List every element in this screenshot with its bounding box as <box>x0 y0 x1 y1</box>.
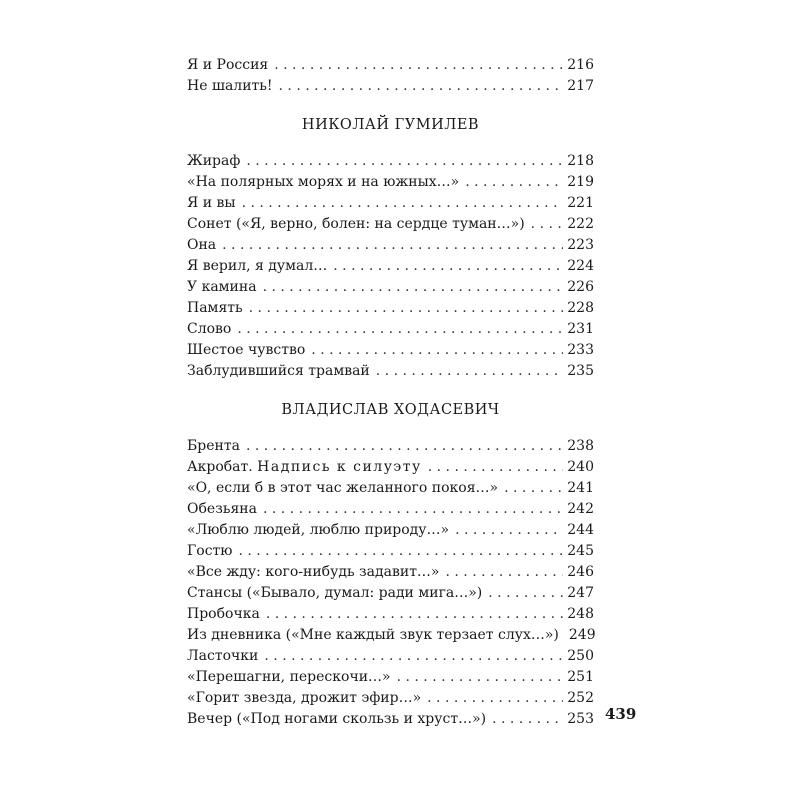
toc-entry <box>187 298 594 319</box>
toc-entry <box>187 541 594 562</box>
toc-entry <box>187 340 594 361</box>
toc-entry-page: 226 <box>567 279 594 295</box>
dot-leader <box>504 478 563 499</box>
toc-entry-page: 246 <box>567 564 594 580</box>
toc-entry <box>187 457 594 478</box>
toc-entry <box>187 562 594 583</box>
toc-entry <box>187 319 594 340</box>
dot-leader <box>263 499 563 520</box>
dot-leader <box>333 256 563 277</box>
toc-entry <box>187 688 594 709</box>
toc-entry-title: «Все жду: кого-нибудь задавит…» <box>187 564 440 580</box>
toc-entry-title: Я и Россия <box>187 57 269 73</box>
toc-section-1 <box>187 55 594 97</box>
toc-entry-title: Не шалить! <box>187 78 273 94</box>
toc-entry <box>187 277 594 298</box>
dot-leader <box>249 298 564 319</box>
toc-entry <box>187 520 594 541</box>
toc-entry-page: 251 <box>567 669 594 685</box>
toc-section-2 <box>187 151 594 382</box>
toc-entry-title: Брента <box>187 438 240 454</box>
dot-leader <box>279 76 564 97</box>
page-number: 439 <box>605 705 637 723</box>
toc-entry-title: «На полярных морях и на южных…» <box>187 174 460 190</box>
toc-entry-title-main: Акробат. <box>187 459 253 475</box>
toc-entry-title <box>187 457 422 478</box>
toc-entry <box>187 172 594 193</box>
toc-entry-page: 250 <box>567 648 594 664</box>
dot-leader <box>238 541 563 562</box>
toc-entry-page: 233 <box>567 342 594 358</box>
dot-leader <box>311 340 563 361</box>
toc-entry-title: «Горит звезда, дрожит эфир…» <box>187 690 422 706</box>
dot-leader <box>264 646 563 667</box>
toc-entry-page: 221 <box>567 195 594 211</box>
toc-entry-title: Пробочка <box>187 606 260 622</box>
toc-entry-page: 238 <box>567 438 594 454</box>
toc-entry <box>187 478 594 499</box>
toc-entry <box>187 667 594 688</box>
dot-leader <box>266 604 563 625</box>
toc-entry <box>187 235 594 256</box>
dot-leader <box>242 193 564 214</box>
toc-section-3 <box>187 436 594 730</box>
toc-entry-page: 252 <box>567 690 594 706</box>
toc-entry <box>187 361 594 382</box>
toc-entry-title: Жираф <box>187 153 241 169</box>
toc-entry <box>187 646 594 667</box>
dot-leader <box>427 688 563 709</box>
toc-entry-title: Гостю <box>187 543 233 559</box>
toc-entry <box>187 499 594 520</box>
dot-leader <box>246 436 563 457</box>
toc-entry-page: 245 <box>567 543 594 559</box>
toc-entry-page: 217 <box>567 78 594 94</box>
toc-entry-page: 249 <box>568 627 596 643</box>
toc-entry-page: 247 <box>567 585 594 601</box>
dot-leader <box>397 667 564 688</box>
dot-leader <box>446 562 564 583</box>
dot-leader <box>488 583 563 604</box>
toc-entry-title-spaced: Надпись к силуэту <box>257 459 422 475</box>
toc-entry-title: Ласточки <box>187 648 259 664</box>
toc-entry <box>187 625 594 646</box>
toc-entry-title: У камина <box>187 279 257 295</box>
toc-entry <box>187 55 594 76</box>
toc-entry <box>187 214 594 235</box>
toc-entry-title: Шестое чувство <box>187 342 306 358</box>
toc-entry-title: Заблудившийся трамвай <box>187 363 370 379</box>
toc-entry-title: Обезьяна <box>187 501 257 517</box>
toc-entry-title: Память <box>187 300 243 316</box>
toc-entry-title: Я верил, я думал… <box>187 258 328 274</box>
toc-entry <box>187 151 594 172</box>
toc-entry-page: 244 <box>567 522 594 538</box>
toc-entry-title: Слово <box>187 321 232 337</box>
toc-entry-title: «Люблю людей, люблю природу…» <box>187 522 450 538</box>
toc-entry-page: 235 <box>567 363 594 379</box>
toc-entry-page: 240 <box>567 459 594 475</box>
toc-entry-page: 253 <box>567 711 594 727</box>
toc-entry-page: 224 <box>567 258 594 274</box>
toc-entry-title: Сонет («Я, верно, болен: на сердце туман…») <box>187 216 525 232</box>
toc-entry-page: 218 <box>567 153 594 169</box>
dot-leader <box>376 361 564 382</box>
toc-entry-title: «О, если б в этот час желанного покоя…» <box>187 480 499 496</box>
toc-entry-title: Вечер («Под ногами скользь и хруст…») <box>187 711 487 727</box>
section-heading-khodasevich: ВЛАДИСЛАВ ХОДАСЕВИЧ <box>281 402 500 418</box>
dot-leader <box>222 235 563 256</box>
toc-entry <box>187 604 594 625</box>
toc-entry-page: 242 <box>567 501 594 517</box>
toc-entry-page: 216 <box>567 57 594 73</box>
dot-leader <box>465 172 563 193</box>
toc-entry <box>187 256 594 277</box>
toc-entry-title: «Перешагни, перескочи…» <box>187 669 391 685</box>
toc-entry-title: Я и вы <box>187 195 236 211</box>
toc-entry-page: 228 <box>567 300 594 316</box>
toc-entry-title: Из дневника («Мне каждый звук терзает слух…») <box>187 627 559 643</box>
toc-entry-page: 248 <box>567 606 594 622</box>
section-heading-gumilev: НИКОЛАЙ ГУМИЛЕВ <box>301 117 480 133</box>
toc-entry-page: 231 <box>567 321 594 337</box>
toc-entry <box>187 193 594 214</box>
dot-leader <box>455 520 563 541</box>
toc-entry-page: 223 <box>567 237 594 253</box>
toc-entry <box>187 583 594 604</box>
table-of-contents <box>187 55 594 730</box>
toc-entry-title: Стансы («Бывало, думал: ради мига…») <box>187 585 483 601</box>
toc-entry-page: 241 <box>567 480 594 496</box>
toc-entry <box>187 76 594 97</box>
dot-leader <box>492 709 563 730</box>
dot-leader <box>531 214 564 235</box>
toc-entry-title: Она <box>187 237 217 253</box>
dot-leader <box>263 277 564 298</box>
dot-leader <box>237 319 563 340</box>
dot-leader <box>428 457 564 478</box>
toc-entry-page: 219 <box>567 174 594 190</box>
toc-entry-page: 222 <box>567 216 594 232</box>
dot-leader <box>274 55 563 76</box>
dot-leader <box>246 151 563 172</box>
toc-entry <box>187 709 594 730</box>
toc-entry <box>187 436 594 457</box>
